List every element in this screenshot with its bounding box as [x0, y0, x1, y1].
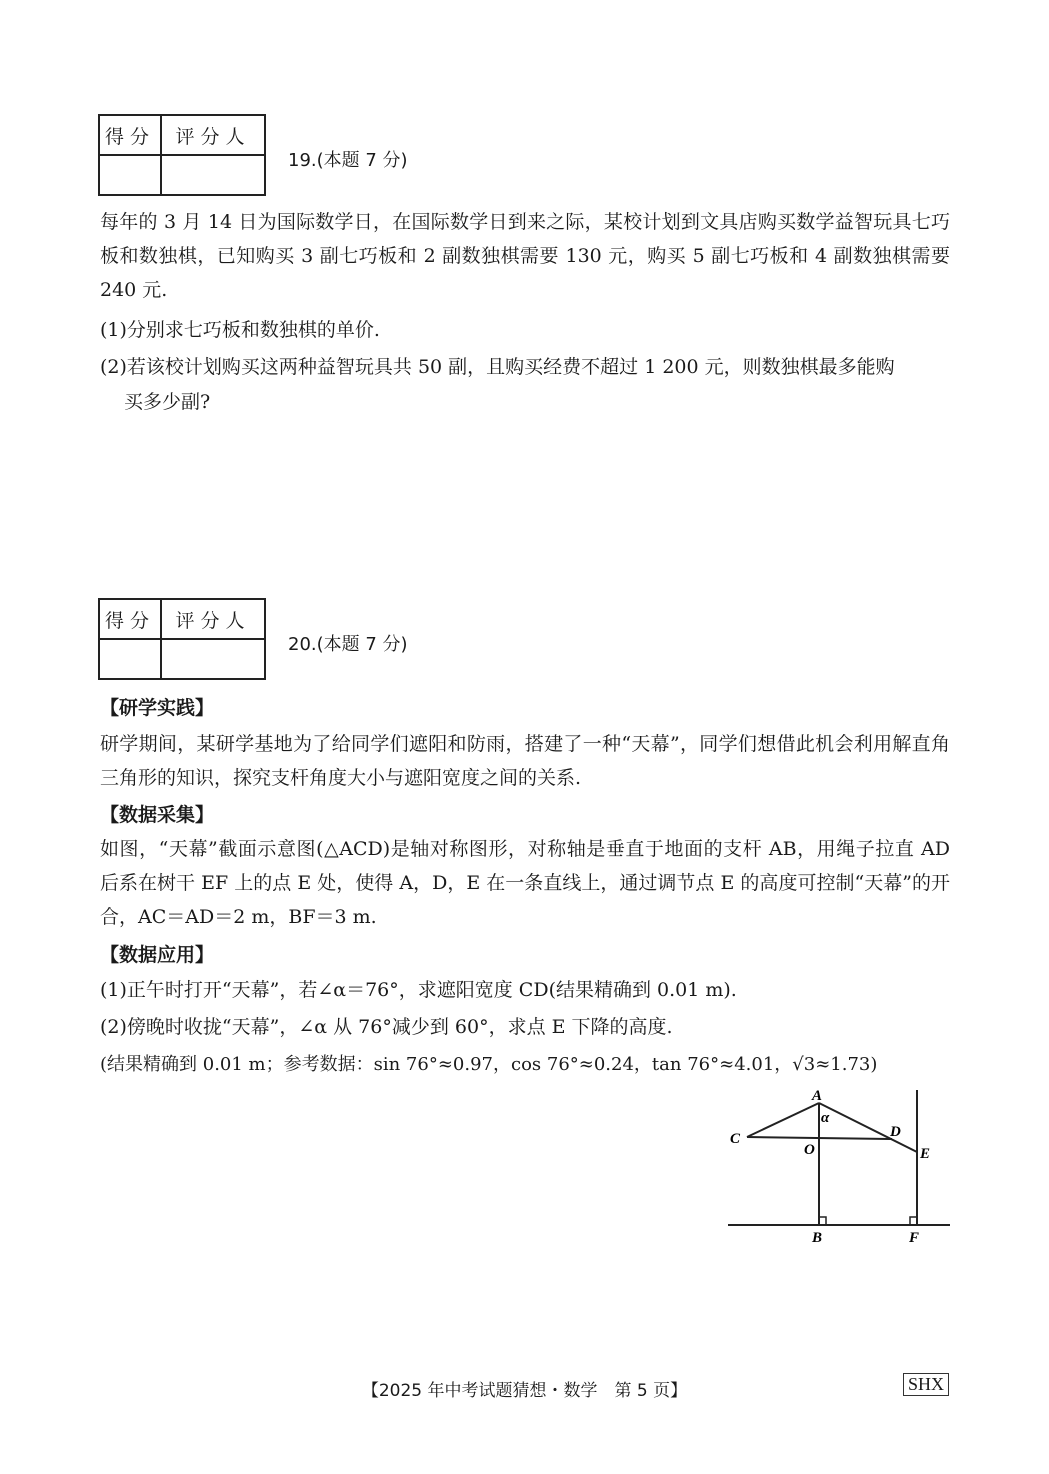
grader-cell[interactable] — [161, 639, 265, 679]
page-footer: 【2025 年中考试题猜想・数学 第 5 页】 — [361, 1381, 688, 1401]
label-alpha: α — [821, 1110, 830, 1126]
grader-header: 评分人 — [161, 115, 265, 155]
q19-body: 每年的 3 月 14 日为国际数学日，在国际数学日到来之际，某校计划到文具店购买数学益智玩具七巧板和数独棋，已知购买 3 副七巧板和 2 副数独棋需要 130 元，购买 5 副七巧板和 4 副数独棋需要 240 元. — [100, 211, 950, 301]
q19-part2-line2: 买多少副? — [124, 391, 211, 413]
label-a: A — [812, 1088, 823, 1104]
right-angle-b — [819, 1217, 826, 1225]
section-heading-data-application: 【数据应用】 — [100, 944, 215, 966]
score-cell[interactable] — [99, 155, 161, 195]
label-c: C — [730, 1131, 741, 1147]
q20-part2: (2)傍晚时收拢“天幕”，∠α 从 76°减少到 60°，求点 E 下降的高度. — [100, 1016, 673, 1038]
section-heading-data-collection: 【数据采集】 — [100, 804, 215, 826]
score-header: 得分 — [99, 599, 161, 639]
label-e: E — [920, 1146, 931, 1162]
segment-ac — [747, 1103, 819, 1137]
q19-number: 19.(本题 7 分) — [288, 150, 408, 171]
paper-code: SHX — [903, 1373, 949, 1396]
segment-cd — [747, 1137, 892, 1139]
q20-score-table — [98, 598, 266, 680]
label-d: D — [890, 1124, 901, 1140]
label-o: O — [804, 1142, 815, 1158]
label-b: B — [812, 1230, 823, 1246]
q19-score-table — [98, 114, 266, 196]
q20-part1: (1)正午时打开“天幕”，若∠α＝76°，求遮阳宽度 CD(结果精确到 0.01 m). — [100, 979, 737, 1001]
grader-header: 评分人 — [161, 599, 265, 639]
q19-part1: (1)分别求七巧板和数独棋的单价. — [100, 319, 380, 341]
score-header: 得分 — [99, 115, 161, 155]
right-angle-f — [910, 1217, 917, 1225]
q20-note: (结果精确到 0.01 m；参考数据：sin 76°≈0.97，cos 76°≈0.24，tan 76°≈4.01，√3≈1.73) — [100, 1054, 878, 1075]
label-f: F — [909, 1230, 920, 1246]
tent-diagram — [720, 1085, 960, 1255]
q20-text2: 如图，“天幕”截面示意图(△ACD)是轴对称图形，对称轴是垂直于地面的支杆 AB，用绳子拉直 AD 后系在树干 EF 上的点 E 处，使得 A，D，E 在一条直线上，通过调节点 E 的高度可控制“天幕”的开合，AC＝AD＝2 m，BF＝3 m. — [100, 838, 950, 928]
score-cell[interactable] — [99, 639, 161, 679]
q19-part2-line1: (2)若该校计划购买这两种益智玩具共 50 副，且购买经费不超过 1 200 元，则数独棋最多能购 — [100, 356, 895, 378]
segment-ae — [819, 1103, 917, 1152]
section-heading-practice: 【研学实践】 — [100, 697, 215, 719]
grader-cell[interactable] — [161, 155, 265, 195]
q20-text1: 研学期间，某研学基地为了给同学们遮阳和防雨，搭建了一种“天幕”，同学们想借此机会利用解直角三角形的知识，探究支杆角度大小与遮阳宽度之间的关系. — [100, 733, 950, 789]
q20-number: 20.(本题 7 分) — [288, 634, 408, 655]
